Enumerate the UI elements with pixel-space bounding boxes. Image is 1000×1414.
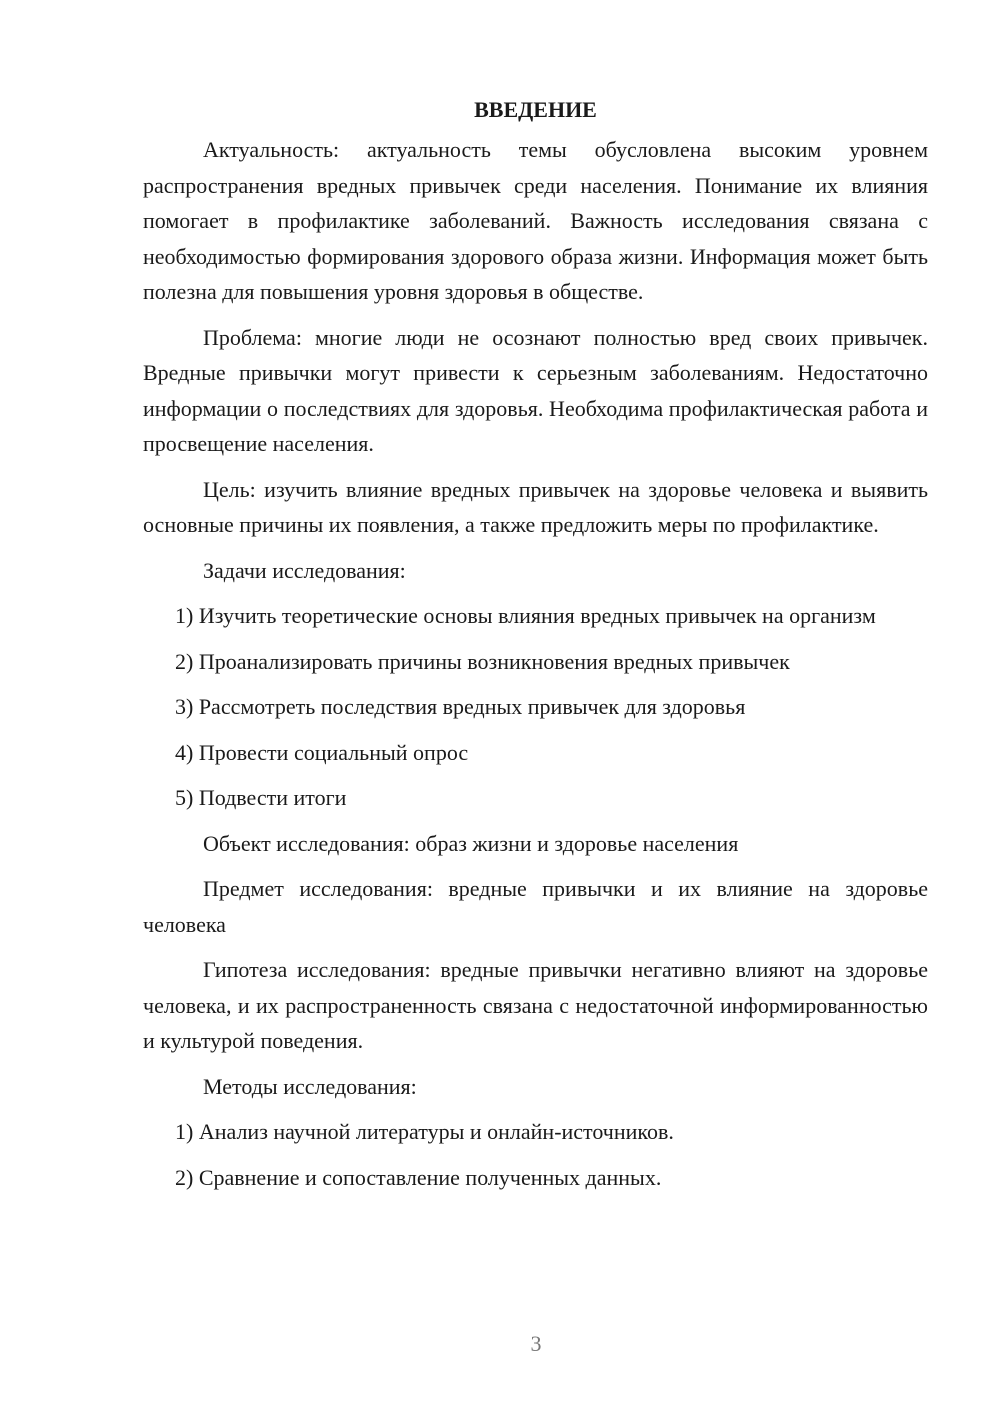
method-item: 1) Анализ научной литературы и онлайн-источников. [175,1119,674,1144]
page-title: ВВЕДЕНИЕ [474,97,597,122]
subject-paragraph: Предмет исследования: вредные привычки и их влияние на здоровье человека [143,876,928,937]
task-item: 3) Рассмотреть последствия вредных привычек для здоровья [175,694,746,719]
methods-heading: Методы исследования: [203,1073,417,1099]
problem-paragraph: Проблема: многие люди не осознают полностью вред своих привычек. Вредные привычки могут привести к серьезным заболеваниям. Недостаточно информации о последствиях для здоровья. Необходима профилактическая работа и просвещение населения. [143,324,928,456]
hypothesis-paragraph: Гипотеза исследования: вредные привычки негативно влияют на здоровье человека, и их распространенность связана с недостаточной информированностью и культурой поведения. [143,957,928,1053]
relevance-paragraph: Актуальность: актуальность темы обусловлена высоким уровнем распространения вредных привычек среди населения. Понимание их влияния помогает в профилактике заболеваний. Важность исследования связана с необходимостью формирования здорового образа жизни. Информация может быть полезна для повышения уровня здоровья в обществе. [143,137,928,304]
page-number: 3 [530,1331,542,1356]
object-paragraph: Объект исследования: образ жизни и здоровье населения [203,830,739,856]
task-item: 1) Изучить теоретические основы влияния вредных привычек на организм [175,603,876,628]
task-item: 2) Проанализировать причины возникновения вредных привычек [175,648,790,674]
goal-paragraph: Цель: изучить влияние вредных привычек на здоровье человека и выявить основные причины их появления, а также предложить меры по профилактике. [143,476,928,537]
task-item: 4) Провести социальный опрос [175,739,469,765]
tasks-heading: Задачи исследования: [203,557,406,583]
task-item: 5) Подвести итоги [175,785,347,810]
method-item: 2) Сравнение и сопоставление полученных данных. [175,1164,662,1190]
document-page [143,92,928,1205]
